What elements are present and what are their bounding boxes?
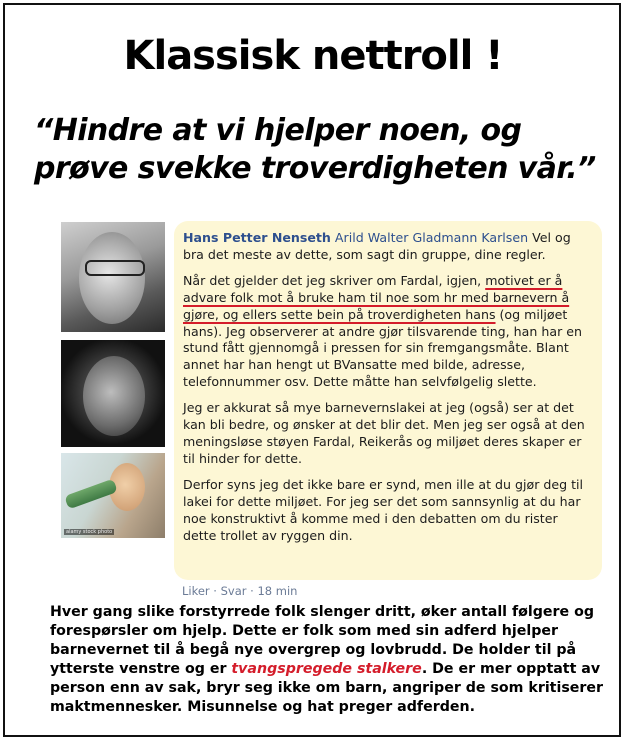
photo-man-glasses — [61, 222, 165, 332]
comment-bubble — [174, 221, 602, 580]
photo-man-dark — [61, 340, 165, 447]
like-link[interactable]: Liker — [182, 584, 210, 598]
comment-paragraph-4: Derfor syns jeg det ikke bare er synd, men ille at du gjør deg til lakei for dette miljøet. For jeg ser det som sannsynlig at du har noe konstruktivt å komme med i den debatten om du rister dette trollet av ryggen din. — [183, 476, 584, 543]
caption-highlight: tvangspregede stalkere — [231, 661, 422, 677]
underlined-text: motivet er å advare folk mot å bruke ham til noe som hr med barnevern å gjøre, og ellers sette bein på troverdigheten hans — [183, 272, 570, 322]
tagged-user-link[interactable]: Arild Walter Gladmann Karlsen — [334, 230, 529, 245]
comment-author-link[interactable]: Hans Petter Nenseth — [183, 230, 331, 245]
stock-watermark: alamy stock photo — [66, 529, 113, 535]
face-shape — [83, 356, 145, 436]
bottom-caption — [50, 603, 610, 717]
face-shape — [79, 232, 145, 324]
comment-paragraph-2 — [183, 273, 592, 391]
poster-quote: “Hindre at vi hjelper noen, og prøve svekke troverdigheten vår.” — [34, 113, 596, 186]
comment-text: Når det gjelder det jeg skriver om Fardal, igjen, — [183, 272, 486, 288]
separator: · — [209, 584, 221, 598]
caption-text: . De er mer opptatt av person enn av sak, bryr seg ikke om barn, angriper de som kritiserer maktmennesker. Misunnelse og hat preger adferden. — [50, 661, 604, 715]
poster-title: Klassisk nettroll ! — [123, 33, 503, 79]
comment-paragraph-1 — [183, 230, 592, 264]
reply-link[interactable]: Svar — [220, 584, 247, 598]
comment-paragraph-3: Jeg er akkurat så mye barnevernslakei at jeg (også) ser at det kan bli bedre, og ønsker at det blir det. Men jeg ser også at den meningsløse støyen Fardal, Reikerås og miljøet deres skaper er til hinder for dette. — [183, 400, 585, 466]
comment-text: Vel og bra det meste av dette, som sagt din gruppe, dine regler. — [183, 230, 571, 262]
comment-text: (og miljøet hans). Jeg observerer at andre gjør tilsvarende ting, han har en stund fått gjennomgå i pressen for sin fremgangsmåte. Blant annet har han hengt ut BVansatte med bilde, adresse, telefonnummer osv. Dette måtte han selvfølgelig slette. — [183, 306, 582, 390]
caption-text: Hver gang slike forstyrrede folk slenger dritt, øker antall følgere og forespørsler om hjelp. Dette er folk som med sin adferd hjelper barnevernet til å begå nye overgrep og lovbrudd. De holder til på ytterste venstre og er — [50, 604, 595, 677]
timestamp[interactable]: 18 min — [257, 584, 298, 598]
separator: · — [246, 584, 258, 598]
glasses-shape — [85, 260, 145, 276]
comment-actions — [182, 584, 297, 598]
bottle-shape — [64, 479, 118, 510]
photo-man-bottle — [61, 453, 165, 538]
